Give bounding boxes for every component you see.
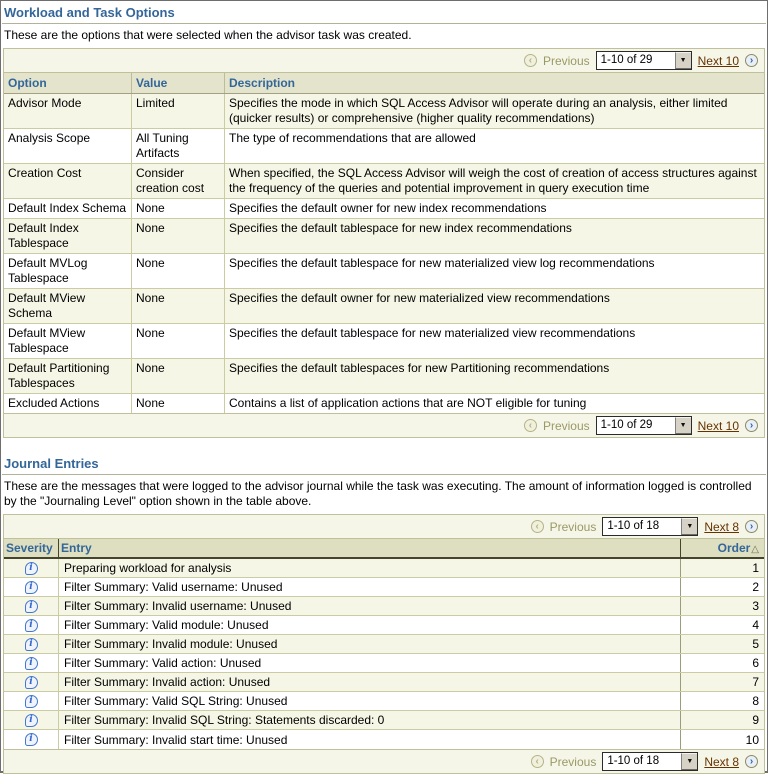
table-row	[4, 394, 764, 413]
entry-cell: Filter Summary: Invalid username: Unused	[64, 599, 292, 613]
table-row	[4, 635, 764, 654]
previous-page-icon: ‹	[524, 419, 537, 432]
value-cell: None	[132, 289, 225, 323]
description-cell: The type of recommendations that are allowed	[229, 131, 476, 145]
table-row	[4, 129, 764, 164]
option-cell: Default Index Tablespace	[4, 219, 132, 253]
workload-table	[3, 48, 765, 438]
page-range-select[interactable]	[596, 51, 692, 70]
description-cell: Specifies the default tablespace for new materialized view recommendations	[229, 326, 636, 340]
option-cell: Default MVLog Tablespace	[4, 254, 132, 288]
next-page-link[interactable]: Next 8	[704, 519, 739, 534]
description-cell: Specifies the default owner for new index recommendations	[229, 201, 547, 215]
dropdown-arrow-icon[interactable]: ▼	[675, 417, 691, 434]
description-cell: Specifies the default tablespace for new materialized view log recommendations	[229, 256, 655, 270]
description-cell: Specifies the default tablespaces for new Partitioning recommendations	[229, 361, 610, 375]
journal-table-header	[4, 539, 764, 559]
option-cell: Default Index Schema	[4, 199, 132, 218]
table-row	[4, 616, 764, 635]
option-cell: Advisor Mode	[4, 94, 132, 128]
value-cell: None	[132, 254, 225, 288]
next-page-link[interactable]: Next 10	[697, 53, 739, 68]
order-cell: 3	[680, 597, 764, 615]
previous-label: Previous	[542, 418, 590, 433]
table-row	[4, 597, 764, 616]
description-cell: Specifies the default tablespace for new index recommendations	[229, 221, 572, 235]
previous-page-icon: ‹	[531, 520, 544, 533]
severity-cell	[4, 692, 59, 710]
option-cell: Excluded Actions	[4, 394, 132, 413]
entry-cell: Filter Summary: Valid action: Unused	[64, 656, 262, 670]
entry-cell: Filter Summary: Valid username: Unused	[64, 580, 283, 594]
option-cell: Creation Cost	[4, 164, 132, 198]
severity-cell	[4, 597, 59, 615]
value-cell: Consider creation cost	[132, 164, 225, 198]
entry-cell: Filter Summary: Invalid start time: Unused	[64, 732, 288, 747]
info-icon: i	[25, 714, 38, 727]
description-cell: Specifies the default owner for new materialized view recommendations	[229, 291, 610, 305]
description-cell: Contains a list of application actions that are NOT eligible for tuning	[229, 396, 587, 410]
severity-cell	[4, 711, 59, 729]
severity-cell	[4, 578, 59, 596]
info-icon: i	[25, 657, 38, 670]
table-row	[4, 324, 764, 359]
severity-cell	[4, 654, 59, 672]
info-icon: i	[25, 562, 38, 575]
entry-cell: Filter Summary: Invalid SQL String: Statements discarded: 0	[64, 713, 385, 727]
info-icon: i	[25, 600, 38, 613]
journal-table	[3, 514, 765, 774]
journal-table-body	[4, 559, 764, 749]
order-cell: 6	[680, 654, 764, 672]
table-row	[4, 199, 764, 219]
order-cell: 2	[680, 578, 764, 596]
column-header-order[interactable]	[680, 539, 764, 557]
previous-page-icon: ‹	[524, 54, 537, 67]
page-range-value: 1-10 of 29	[600, 419, 653, 431]
next-page-icon[interactable]: ›	[745, 419, 758, 432]
journal-section-description: These are the messages that were logged to the advisor journal while the task was executing. The amount of information logged is controlled by the "Journaling Level" option shown in the table above.	[4, 479, 752, 508]
order-cell: 1	[680, 559, 764, 577]
entry-cell: Preparing workload for analysis	[64, 561, 232, 575]
table-row	[4, 164, 764, 199]
table-row	[4, 673, 764, 692]
info-icon: i	[25, 581, 38, 594]
sort-ascending-icon: △	[751, 544, 759, 555]
entry-cell: Filter Summary: Valid module: Unused	[64, 618, 269, 632]
table-row	[4, 254, 764, 289]
workload-section-description: These are the options that were selected when the advisor task was created.	[4, 28, 412, 42]
journal-section-title: Journal Entries	[2, 454, 766, 475]
entry-cell: Filter Summary: Invalid action: Unused	[64, 675, 271, 689]
workload-table-body	[4, 94, 764, 413]
description-cell: When specified, the SQL Access Advisor will weigh the cost of creation of access structures against the frequency of the queries and potential improvement in query execution time	[229, 166, 757, 195]
column-header-severity[interactable]: Severity	[4, 539, 59, 557]
page-range-value: 1-10 of 18	[607, 755, 660, 767]
option-cell: Default Partitioning Tablespaces	[4, 359, 132, 393]
next-page-icon[interactable]: ›	[745, 520, 758, 533]
table-row	[4, 711, 764, 730]
order-cell: 4	[680, 616, 764, 634]
page-range-value: 1-10 of 18	[607, 520, 660, 532]
table-row	[4, 359, 764, 394]
order-cell: 10	[680, 730, 764, 749]
table-row	[4, 94, 764, 129]
severity-cell	[4, 616, 59, 634]
next-page-link[interactable]: Next 10	[697, 418, 739, 433]
page-range-value: 1-10 of 29	[600, 54, 653, 66]
next-page-link[interactable]: Next 8	[704, 754, 739, 769]
workload-table-header	[4, 73, 764, 94]
table-row	[4, 559, 764, 578]
value-cell: None	[132, 199, 225, 218]
column-header-description: Description	[229, 76, 296, 90]
dropdown-arrow-icon[interactable]: ▼	[681, 518, 697, 535]
page-range-select[interactable]	[596, 416, 692, 435]
workload-pagination-bottom	[4, 413, 764, 437]
table-row	[4, 692, 764, 711]
info-icon: i	[25, 695, 38, 708]
severity-cell	[4, 559, 59, 577]
dropdown-arrow-icon[interactable]: ▼	[675, 52, 691, 69]
next-page-icon[interactable]: ›	[745, 755, 758, 768]
table-row	[4, 578, 764, 597]
section-spacer	[2, 438, 766, 454]
previous-page-icon: ‹	[531, 755, 544, 768]
value-cell: Limited	[132, 94, 225, 128]
value-cell: All Tuning Artifacts	[132, 129, 225, 163]
info-icon: i	[25, 733, 38, 746]
order-cell: 7	[680, 673, 764, 691]
info-icon: i	[25, 619, 38, 632]
previous-label: Previous	[549, 754, 597, 769]
dropdown-arrow-icon[interactable]: ▼	[681, 753, 697, 770]
info-icon: i	[25, 676, 38, 689]
value-cell: None	[132, 394, 225, 413]
order-cell: 5	[680, 635, 764, 653]
description-cell: Specifies the mode in which SQL Access Advisor will operate during an analysis, either limited (quicker results) or comprehensive (higher quality recommendations)	[229, 96, 728, 125]
option-cell: Default MView Schema	[4, 289, 132, 323]
entry-cell: Filter Summary: Invalid module: Unused	[64, 637, 278, 651]
entry-cell: Filter Summary: Valid SQL String: Unused	[64, 694, 288, 708]
value-cell: None	[132, 219, 225, 253]
table-row	[4, 219, 764, 254]
page-range-select[interactable]	[602, 517, 698, 536]
option-cell: Analysis Scope	[4, 129, 132, 163]
column-header-option: Option	[4, 73, 132, 93]
severity-cell	[4, 635, 59, 653]
next-page-icon[interactable]: ›	[745, 54, 758, 67]
table-row	[4, 730, 764, 749]
order-cell: 8	[680, 692, 764, 710]
info-icon: i	[25, 638, 38, 651]
previous-label: Previous	[542, 53, 590, 68]
value-cell: None	[132, 359, 225, 393]
previous-label: Previous	[549, 519, 597, 534]
workload-pagination-top	[4, 49, 764, 73]
workload-section-title: Workload and Task Options	[2, 3, 766, 24]
severity-cell	[4, 673, 59, 691]
journal-pagination-top	[4, 515, 764, 539]
table-row	[4, 289, 764, 324]
table-row	[4, 654, 764, 673]
column-header-entry[interactable]: Entry	[61, 541, 92, 555]
severity-cell	[4, 730, 59, 749]
value-cell: None	[132, 324, 225, 358]
order-header-label: Order	[717, 541, 751, 555]
option-cell: Default MView Tablespace	[4, 324, 132, 358]
journal-pagination-bottom	[4, 749, 764, 773]
column-header-value: Value	[132, 73, 225, 93]
page-range-select[interactable]	[602, 752, 698, 771]
order-cell: 9	[680, 711, 764, 729]
